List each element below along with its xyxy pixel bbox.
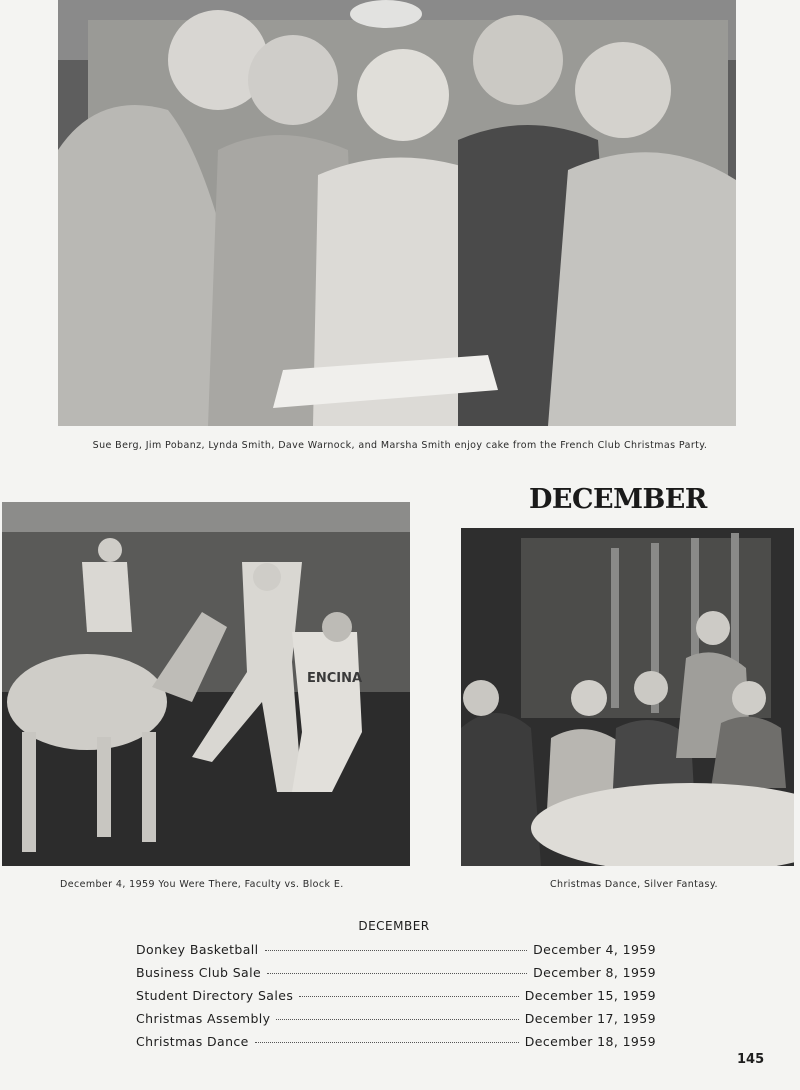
schedule-date: December 18, 1959 bbox=[524, 1034, 656, 1049]
schedule-row bbox=[136, 1034, 656, 1052]
caption-donkey-basketball: December 4, 1959 You Were There, Faculty vs. Block E. bbox=[60, 879, 344, 890]
schedule-event: Business Club Sale bbox=[136, 965, 262, 980]
photo-donkey-basketball-image bbox=[2, 502, 410, 866]
photo-french-club-cake-image bbox=[58, 0, 736, 426]
schedule-date: December 4, 1959 bbox=[533, 942, 656, 957]
photo-christmas-dance-image bbox=[461, 528, 794, 866]
caption-french-club: Sue Berg, Jim Pobanz, Lynda Smith, Dave Warnock, and Marsha Smith enjoy cake from the French Club Christmas Party. bbox=[92, 440, 708, 451]
schedule-event: Student Directory Sales bbox=[136, 988, 294, 1003]
page-number: 145 bbox=[737, 1052, 765, 1067]
photo-french-club-cake bbox=[58, 0, 736, 426]
schedule-title: DECEMBER bbox=[358, 919, 430, 933]
caption-christmas-dance: Christmas Dance, Silver Fantasy. bbox=[550, 879, 718, 890]
schedule-row bbox=[136, 1011, 656, 1029]
schedule-row bbox=[136, 988, 656, 1006]
schedule-event: Donkey Basketball bbox=[136, 942, 259, 957]
photo-donkey-basketball bbox=[2, 502, 410, 866]
leader-dots bbox=[265, 950, 528, 951]
schedule-date: December 8, 1959 bbox=[533, 965, 656, 980]
leader-dots bbox=[267, 973, 527, 974]
photo-christmas-dance bbox=[461, 528, 794, 866]
page-heading: DECEMBER bbox=[529, 484, 707, 515]
schedule-row bbox=[136, 965, 656, 983]
schedule-event: Christmas Assembly bbox=[136, 1011, 271, 1026]
schedule-row bbox=[136, 942, 656, 960]
encina-shirt-text: ENCINA bbox=[307, 671, 363, 686]
schedule-date: December 17, 1959 bbox=[524, 1011, 656, 1026]
schedule-event: Christmas Dance bbox=[136, 1034, 249, 1049]
leader-dots bbox=[255, 1042, 519, 1043]
leader-dots bbox=[299, 996, 518, 997]
schedule-date: December 15, 1959 bbox=[524, 988, 656, 1003]
leader-dots bbox=[276, 1019, 518, 1020]
